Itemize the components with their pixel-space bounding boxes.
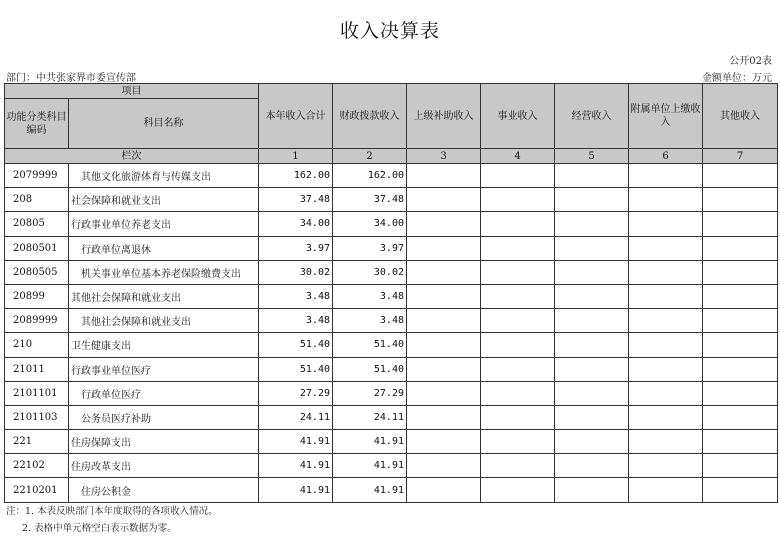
business-income-cell <box>481 454 555 478</box>
superior-subsidy-cell <box>407 357 481 381</box>
other-income-cell <box>703 188 778 212</box>
form-code: 公开02表 <box>729 56 772 67</box>
subject-name-cell: 住房公积金 <box>69 478 259 502</box>
table-row <box>5 188 778 212</box>
table-row <box>5 309 778 333</box>
name-column-header: 科目名称 <box>69 99 259 149</box>
other-income-cell <box>703 164 778 188</box>
subject-code-cell: 210 <box>5 333 69 357</box>
total-income-cell: 41.91 <box>259 454 333 478</box>
subject-code-cell: 20805 <box>5 212 69 236</box>
column-number: 6 <box>629 149 703 164</box>
subject-code-cell: 2210201 <box>5 478 69 502</box>
business-income-cell <box>481 284 555 308</box>
footnote-2: 2. 表格中单元格空白表示数据为零。 <box>22 523 177 534</box>
col-header-business: 事业收入 <box>481 84 555 149</box>
col-header-superior: 上级补助收入 <box>407 84 481 149</box>
column-number: 1 <box>259 149 333 164</box>
other-income-cell <box>703 430 778 454</box>
total-income-cell: 30.02 <box>259 260 333 284</box>
subject-name-cell: 行政单位离退休 <box>69 236 259 260</box>
operating-income-cell <box>555 454 629 478</box>
column-number: 2 <box>333 149 407 164</box>
business-income-cell <box>481 381 555 405</box>
affiliated-income-cell <box>629 333 703 357</box>
affiliated-income-cell <box>629 260 703 284</box>
affiliated-income-cell <box>629 357 703 381</box>
fiscal-income-cell: 51.40 <box>333 357 407 381</box>
subject-code-cell: 21011 <box>5 357 69 381</box>
superior-subsidy-cell <box>407 430 481 454</box>
other-income-cell <box>703 333 778 357</box>
affiliated-income-cell <box>629 454 703 478</box>
affiliated-income-cell <box>629 164 703 188</box>
total-income-cell: 3.48 <box>259 309 333 333</box>
business-income-cell <box>481 309 555 333</box>
table-row <box>5 478 778 502</box>
operating-income-cell <box>555 430 629 454</box>
other-income-cell <box>703 284 778 308</box>
table-row <box>5 164 778 188</box>
affiliated-income-cell <box>629 188 703 212</box>
operating-income-cell <box>555 309 629 333</box>
total-income-cell: 41.91 <box>259 430 333 454</box>
total-income-cell: 51.40 <box>259 357 333 381</box>
subject-name-cell: 其他社会保障和就业支出 <box>69 284 259 308</box>
table-row <box>5 333 778 357</box>
fiscal-income-cell: 51.40 <box>333 333 407 357</box>
fiscal-income-cell: 3.48 <box>333 284 407 308</box>
subject-name-cell: 住房保障支出 <box>69 430 259 454</box>
fiscal-income-cell: 41.91 <box>333 430 407 454</box>
fiscal-income-cell: 41.91 <box>333 478 407 502</box>
total-income-cell: 41.91 <box>259 478 333 502</box>
table-row <box>5 430 778 454</box>
business-income-cell <box>481 478 555 502</box>
subject-code-cell: 2080505 <box>5 260 69 284</box>
superior-subsidy-cell <box>407 236 481 260</box>
fiscal-income-cell: 3.97 <box>333 236 407 260</box>
table-row <box>5 357 778 381</box>
fiscal-income-cell: 162.00 <box>333 164 407 188</box>
col-header-total: 本年收入合计 <box>259 84 333 149</box>
other-income-cell <box>703 260 778 284</box>
superior-subsidy-cell <box>407 309 481 333</box>
subject-name-cell: 社会保障和就业支出 <box>69 188 259 212</box>
row-number-label: 栏次 <box>5 149 259 164</box>
column-number: 7 <box>703 149 778 164</box>
superior-subsidy-cell <box>407 284 481 308</box>
subject-code-cell: 2089999 <box>5 309 69 333</box>
subject-code-cell: 20899 <box>5 284 69 308</box>
column-number: 3 <box>407 149 481 164</box>
column-number: 5 <box>555 149 629 164</box>
footnote-1: 注：1. 本表反映部门本年度取得的各项收入情况。 <box>6 506 218 517</box>
subject-code-cell: 2101103 <box>5 405 69 429</box>
subject-name-cell: 公务员医疗补助 <box>69 405 259 429</box>
column-number: 4 <box>481 149 555 164</box>
affiliated-income-cell <box>629 405 703 429</box>
superior-subsidy-cell <box>407 381 481 405</box>
subject-name-cell: 行政单位医疗 <box>69 381 259 405</box>
other-income-cell <box>703 478 778 502</box>
table-row <box>5 381 778 405</box>
superior-subsidy-cell <box>407 188 481 212</box>
fiscal-income-cell: 34.00 <box>333 212 407 236</box>
code-column-header: 功能分类科目编码 <box>5 99 69 149</box>
other-income-cell <box>703 236 778 260</box>
superior-subsidy-cell <box>407 333 481 357</box>
subject-code-cell: 2101101 <box>5 381 69 405</box>
business-income-cell <box>481 333 555 357</box>
project-header: 项目 <box>5 84 259 99</box>
fiscal-income-cell: 24.11 <box>333 405 407 429</box>
business-income-cell <box>481 212 555 236</box>
fiscal-income-cell: 3.48 <box>333 309 407 333</box>
operating-income-cell <box>555 284 629 308</box>
affiliated-income-cell <box>629 236 703 260</box>
affiliated-income-cell <box>629 478 703 502</box>
operating-income-cell <box>555 188 629 212</box>
affiliated-income-cell <box>629 284 703 308</box>
col-header-affiliated: 附属单位上缴收入 <box>629 84 703 149</box>
footnotes <box>6 503 218 537</box>
total-income-cell: 27.29 <box>259 381 333 405</box>
operating-income-cell <box>555 405 629 429</box>
subject-name-cell: 住房改革支出 <box>69 454 259 478</box>
other-income-cell <box>703 357 778 381</box>
other-income-cell <box>703 405 778 429</box>
col-header-operating: 经营收入 <box>555 84 629 149</box>
superior-subsidy-cell <box>407 454 481 478</box>
subject-name-cell: 行政事业单位养老支出 <box>69 212 259 236</box>
business-income-cell <box>481 164 555 188</box>
subject-code-cell: 2079999 <box>5 164 69 188</box>
affiliated-income-cell <box>629 381 703 405</box>
table-row <box>5 236 778 260</box>
affiliated-income-cell <box>629 309 703 333</box>
affiliated-income-cell <box>629 430 703 454</box>
total-income-cell: 37.48 <box>259 188 333 212</box>
total-income-cell: 162.00 <box>259 164 333 188</box>
business-income-cell <box>481 260 555 284</box>
total-income-cell: 51.40 <box>259 333 333 357</box>
business-income-cell <box>481 236 555 260</box>
col-header-fiscal: 财政拨款收入 <box>333 84 407 149</box>
other-income-cell <box>703 454 778 478</box>
total-income-cell: 34.00 <box>259 212 333 236</box>
operating-income-cell <box>555 478 629 502</box>
table-row <box>5 454 778 478</box>
operating-income-cell <box>555 333 629 357</box>
operating-income-cell <box>555 381 629 405</box>
subject-code-cell: 208 <box>5 188 69 212</box>
business-income-cell <box>481 357 555 381</box>
business-income-cell <box>481 188 555 212</box>
table-row <box>5 405 778 429</box>
fiscal-income-cell: 37.48 <box>333 188 407 212</box>
business-income-cell <box>481 405 555 429</box>
superior-subsidy-cell <box>407 212 481 236</box>
operating-income-cell <box>555 164 629 188</box>
superior-subsidy-cell <box>407 164 481 188</box>
operating-income-cell <box>555 212 629 236</box>
affiliated-income-cell <box>629 212 703 236</box>
table-row <box>5 212 778 236</box>
operating-income-cell <box>555 260 629 284</box>
subject-name-cell: 卫生健康支出 <box>69 333 259 357</box>
col-header-other: 其他收入 <box>703 84 778 149</box>
subject-code-cell: 22102 <box>5 454 69 478</box>
amount-unit-label: 金额单位：万元 <box>702 73 772 84</box>
other-income-cell <box>703 381 778 405</box>
fiscal-income-cell: 27.29 <box>333 381 407 405</box>
operating-income-cell <box>555 357 629 381</box>
total-income-cell: 24.11 <box>259 405 333 429</box>
business-income-cell <box>481 430 555 454</box>
table-row <box>5 260 778 284</box>
subject-name-cell: 行政事业单位医疗 <box>69 357 259 381</box>
fiscal-income-cell: 30.02 <box>333 260 407 284</box>
fiscal-income-cell: 41.91 <box>333 454 407 478</box>
department-label: 部门：中共张家界市委宣传部 <box>6 73 136 84</box>
total-income-cell: 3.97 <box>259 236 333 260</box>
report-title: 收入决算表 <box>339 20 440 42</box>
other-income-cell <box>703 309 778 333</box>
subject-name-cell: 其他社会保障和就业支出 <box>69 309 259 333</box>
subject-name-cell: 机关事业单位基本养老保险缴费支出 <box>69 260 259 284</box>
subject-code-cell: 2080501 <box>5 236 69 260</box>
other-income-cell <box>703 212 778 236</box>
superior-subsidy-cell <box>407 405 481 429</box>
total-income-cell: 3.48 <box>259 284 333 308</box>
superior-subsidy-cell <box>407 478 481 502</box>
subject-name-cell: 其他文化旅游体育与传媒支出 <box>69 164 259 188</box>
superior-subsidy-cell <box>407 260 481 284</box>
income-table <box>4 83 778 503</box>
operating-income-cell <box>555 236 629 260</box>
subject-code-cell: 221 <box>5 430 69 454</box>
table-row <box>5 284 778 308</box>
